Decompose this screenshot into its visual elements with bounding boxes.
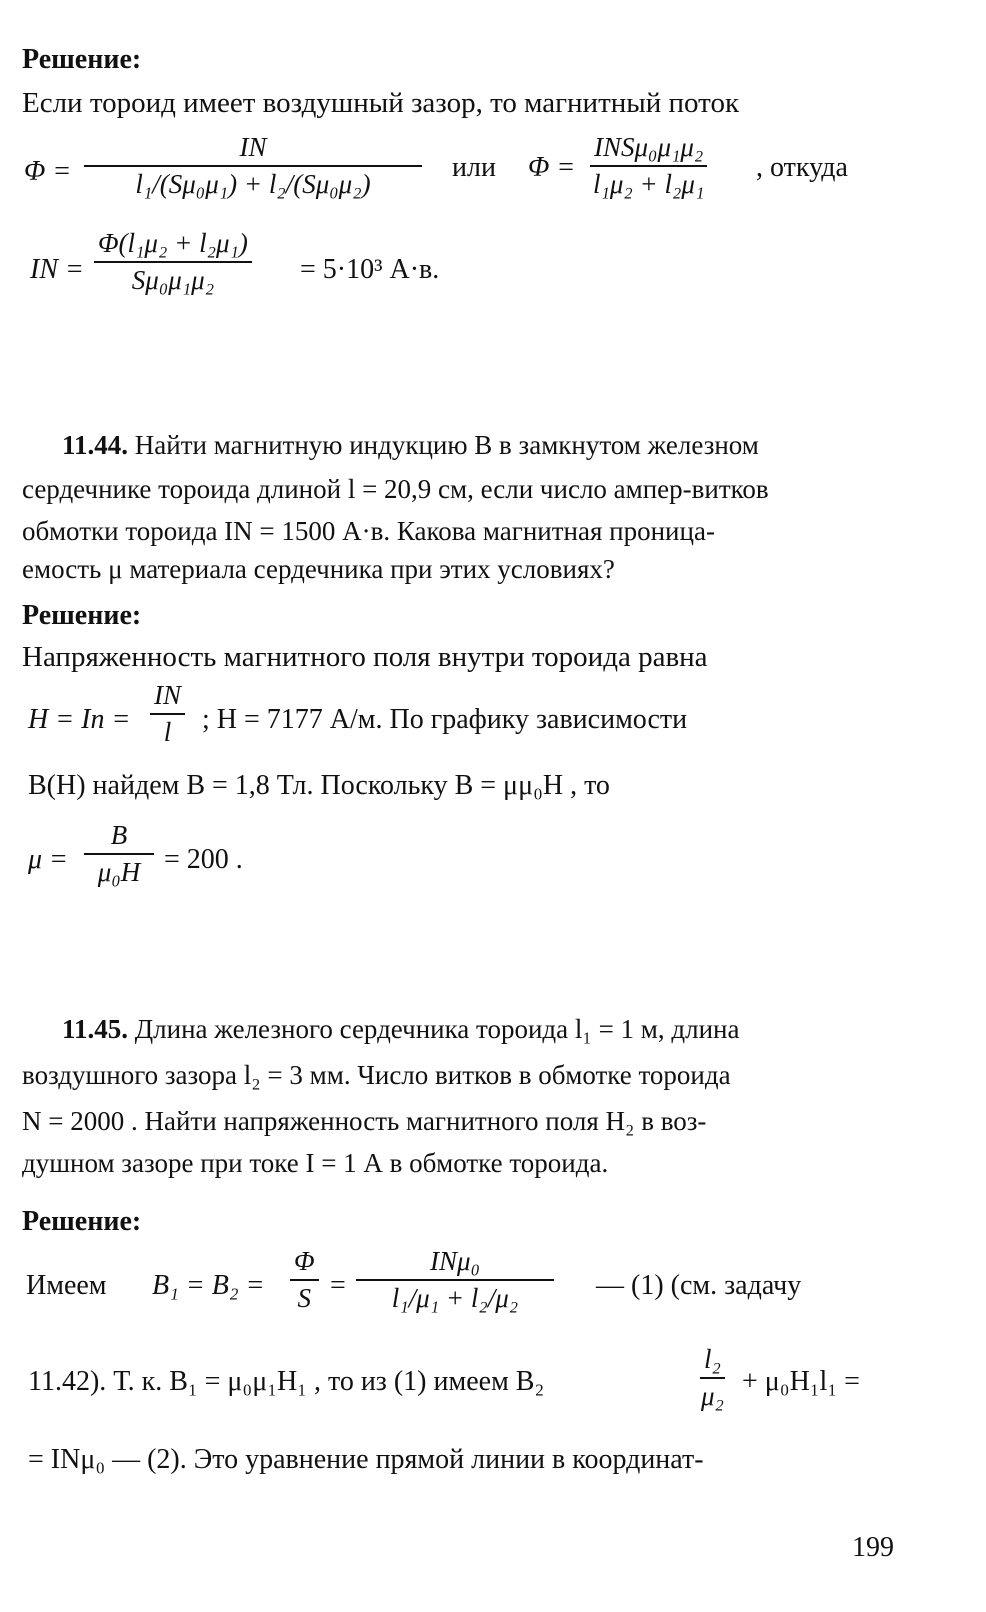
fraction-numerator: l₂	[700, 1344, 725, 1379]
solution-heading-1: Решение:	[22, 44, 142, 75]
fraction-denominator: S	[297, 1283, 312, 1313]
formula-text: + μ₀H₁l₁ =	[742, 1366, 860, 1397]
formula-lhs: Φ =	[528, 152, 576, 183]
fraction-denominator: l₁/(Sμ₀μ₁) + l₂/(Sμ₀μ₂)	[135, 169, 371, 199]
formula-b-flux	[290, 1246, 319, 1314]
formula-phi-2	[590, 132, 707, 200]
formula-lhs: μ =	[28, 844, 68, 875]
fraction-numerator: IN	[150, 680, 185, 715]
fraction-numerator: B	[84, 820, 154, 855]
problem-line: душном зазоре при токе I = 1 А в обмотке тороида.	[22, 1148, 609, 1178]
formula-h	[150, 680, 185, 748]
problem-number: 11.45.	[62, 1014, 129, 1044]
problem-line	[22, 428, 890, 462]
formula-b-field	[356, 1246, 554, 1314]
text-have: Имеем	[26, 1270, 107, 1301]
problem-line: воздушного зазора l₂ = 3 мм. Число витков в обмотке тороида	[22, 1060, 731, 1090]
problem-line: сердечнике тороида длиной l = 20,9 см, если число ампер-витков	[22, 474, 769, 504]
formula-phi-1	[84, 132, 422, 200]
problem-line: обмотки тороида IN = 1500 А·в. Какова магнитная проница-	[22, 516, 715, 546]
solution-heading-2: Решение:	[22, 600, 142, 631]
formula-text: B(H) найдем B = 1,8 Тл. Поскольку B = μμ₀H , то	[28, 770, 610, 801]
fraction-denominator: μ₀H	[97, 857, 141, 887]
formula-lhs: IN =	[30, 254, 84, 285]
text-or: или	[452, 152, 496, 183]
fraction-denominator: l	[163, 717, 172, 747]
formula-lhs: B₁ = B₂ =	[152, 1270, 265, 1301]
solution-heading-3: Решение:	[22, 1206, 142, 1237]
page-number: 199	[852, 1532, 894, 1563]
text-line: Если тороид имеет воздушный зазор, то магнитный поток	[22, 87, 740, 119]
fraction-numerator: INSμ₀μ₁μ₂	[590, 132, 707, 167]
fraction-numerator: Φ(l₁μ₂ + l₂μ₁)	[94, 228, 252, 263]
problem-line: N = 2000 . Найти напряженность магнитного поля H₂ в воз-	[22, 1106, 707, 1136]
formula-text: = INμ₀ — (2). Это уравнение прямой линии в координат-	[28, 1444, 704, 1475]
formula-lhs: H = In =	[28, 704, 131, 735]
formula-l2-mu2	[700, 1344, 725, 1412]
fraction-denominator: l₁μ₂ + l₂μ₁	[592, 169, 705, 199]
text-whence: , откуда	[756, 152, 848, 183]
formula-in	[94, 228, 252, 296]
formula-text: ; H = 7177 А/м. По графику зависимости	[202, 704, 688, 735]
formula-eq: =	[330, 1270, 346, 1301]
formula-mu	[84, 820, 154, 888]
problem-text: Длина железного сердечника тороида l₁ = 1 м, длина	[134, 1014, 740, 1044]
formula-text: 11.42). Т. к. B₁ = μ₀μ₁H₁ , то из (1) имеем B₂	[28, 1366, 545, 1397]
formula-result: = 5·10³ А·в.	[300, 254, 440, 285]
text-line: Напряженность магнитного поля внутри тороида равна	[22, 641, 708, 673]
problem-text: Найти магнитную индукцию B в замкнутом железном	[134, 430, 759, 460]
fraction-numerator: Φ	[290, 1246, 319, 1281]
fraction-denominator: l₁/μ₁ + l₂/μ₂	[391, 1283, 519, 1313]
formula-lhs: Φ =	[24, 156, 72, 187]
fraction-denominator: Sμ₀μ₁μ₂	[131, 265, 215, 295]
fraction-numerator: IN	[84, 132, 422, 167]
formula-result: = 200 .	[164, 844, 243, 875]
problem-number: 11.44.	[62, 430, 129, 460]
fraction-numerator: INμ₀	[356, 1246, 554, 1281]
formula-text: — (1) (см. задачу	[596, 1270, 802, 1301]
problem-line: емость μ материала сердечника при этих условиях?	[22, 554, 615, 584]
problem-line	[22, 1012, 890, 1046]
fraction-denominator: μ₂	[700, 1381, 724, 1411]
